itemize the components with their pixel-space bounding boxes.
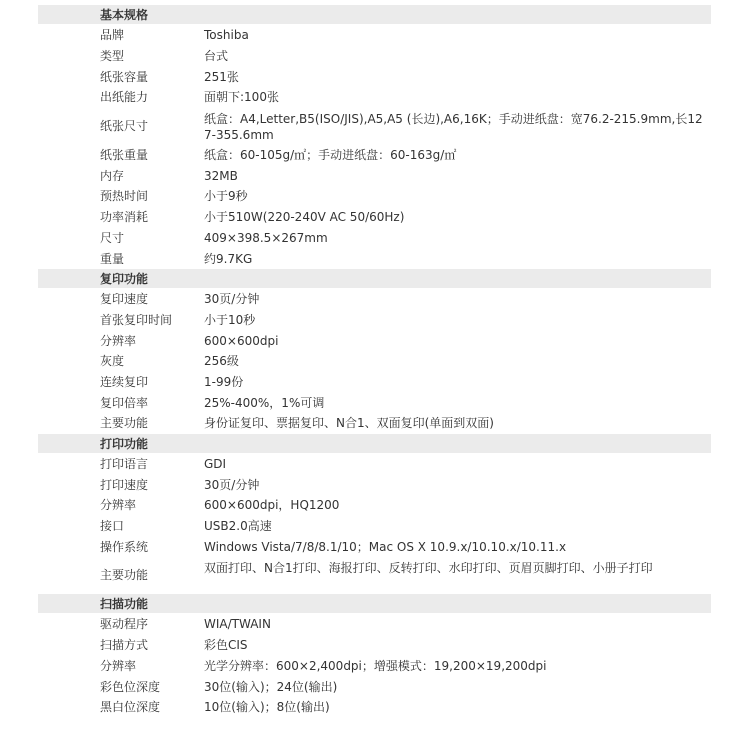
spec-value: 10位(输入)；8位(输出): [204, 700, 330, 715]
spec-row: [38, 454, 711, 475]
spec-value: 600×600dpi，HQ1200: [204, 498, 340, 513]
section-header: 复印功能: [38, 269, 711, 289]
spec-label: 纸张尺寸: [100, 118, 149, 133]
spec-row: [38, 495, 711, 516]
spec-row: [38, 474, 711, 495]
spec-label: 接口: [100, 519, 125, 534]
spec-value: 纸盒：A4,Letter,B5(ISO/JIS),A5,A5 (长边),A6,16K；手动进纸盘：宽76.2-215.9mm,长127-355.6mm: [204, 111, 703, 142]
spec-label: 主要功能: [100, 416, 149, 431]
spec-value: 彩色CIS: [204, 638, 248, 653]
spec-value: 台式: [204, 49, 229, 64]
spec-value: 身份证复印、票据复印、N合1、双面复印(单面到双面): [204, 416, 494, 431]
spec-label: 连续复印: [100, 374, 149, 389]
spec-table: [38, 5, 711, 718]
spec-value: 256级: [204, 354, 239, 369]
spec-label: 功率消耗: [100, 210, 149, 225]
spec-value: 30页/分钟: [204, 477, 260, 492]
spec-row: [38, 186, 711, 207]
spec-label: 尺寸: [100, 230, 125, 245]
spec-value: 1-99份: [204, 374, 244, 389]
spec-label: 灰度: [100, 354, 125, 369]
spec-value: 约9.7KG: [204, 251, 253, 266]
section-header: 扫描功能: [38, 594, 711, 614]
spec-row: [38, 289, 711, 310]
spec-value: 面朝下:100张: [204, 90, 279, 105]
spec-label: 分辨率: [100, 333, 137, 348]
spec-label: 打印速度: [100, 477, 149, 492]
spec-row: [38, 676, 711, 697]
spec-value: 30页/分钟: [204, 292, 260, 307]
spec-value: Toshiba: [204, 28, 249, 43]
spec-label: 打印语言: [100, 457, 149, 472]
spec-row: [38, 635, 711, 656]
spec-label: 复印倍率: [100, 395, 149, 410]
spec-row: [38, 516, 711, 537]
spec-row: [38, 372, 711, 393]
spec-value: 小于510W(220-240V AC 50/60Hz): [204, 210, 405, 225]
spec-label: 驱动程序: [100, 617, 149, 632]
spec-label: 主要功能: [100, 568, 149, 583]
section-header: 打印功能: [38, 434, 711, 454]
spec-label: 扫描方式: [100, 638, 149, 653]
spec-row: [38, 87, 711, 108]
spec-row: [38, 351, 711, 372]
spec-value: 251张: [204, 69, 239, 84]
spec-row: [38, 207, 711, 228]
spec-value: Windows Vista/7/8/8.1/10；Mac OS X 10.9.x/10.10.x/10.11.x: [204, 539, 567, 554]
spec-row: [38, 228, 711, 249]
spec-row: [38, 697, 711, 718]
spec-label: 纸张重量: [100, 148, 149, 163]
spec-value: 600×600dpi: [204, 333, 279, 348]
spec-label: 分辨率: [100, 658, 137, 673]
spec-value: 小于10秒: [204, 312, 256, 327]
spec-row: [38, 165, 711, 186]
spec-value: 纸盒：60-105g/㎡；手动进纸盘：60-163g/㎡: [204, 148, 457, 163]
spec-label: 纸张容量: [100, 69, 149, 84]
spec-row: [38, 656, 711, 677]
spec-value: WIA/TWAIN: [204, 617, 271, 632]
spec-value: 双面打印、N合1打印、海报打印、反转打印、水印打印、页眉页脚打印、小册子打印: [204, 561, 653, 576]
spec-row: [38, 108, 711, 145]
spec-value: USB2.0高速: [204, 519, 272, 534]
spec-label: 黑白位深度: [100, 700, 161, 715]
spec-row: [38, 310, 711, 331]
spec-row: [38, 145, 711, 166]
spec-row: [38, 248, 711, 269]
spec-value: GDI: [204, 457, 227, 472]
spec-value: 409×398.5×267mm: [204, 230, 328, 245]
spec-value: 32MB: [204, 168, 238, 183]
spec-label: 类型: [100, 49, 125, 64]
spec-row: [38, 557, 711, 594]
spec-value: 光学分辨率：600×2,400dpi；增强模式：19,200×19,200dpi: [204, 658, 547, 673]
spec-row: [38, 614, 711, 635]
spec-label: 操作系统: [100, 539, 149, 554]
spec-row: [38, 392, 711, 413]
spec-row: [38, 536, 711, 557]
spec-label: 分辨率: [100, 498, 137, 513]
spec-row: [38, 25, 711, 46]
spec-row: [38, 46, 711, 67]
spec-row: [38, 330, 711, 351]
spec-label: 重量: [100, 251, 125, 266]
spec-label: 内存: [100, 168, 125, 183]
spec-label: 首张复印时间: [100, 312, 173, 327]
spec-value: 30位(输入)；24位(输出): [204, 679, 338, 694]
spec-row: [38, 66, 711, 87]
spec-value: 小于9秒: [204, 189, 248, 204]
spec-value: 25%-400%，1%可调: [204, 395, 325, 410]
spec-label: 品牌: [100, 28, 125, 43]
spec-label: 出纸能力: [100, 90, 149, 105]
section-header: 基本规格: [38, 5, 711, 25]
spec-label: 复印速度: [100, 292, 149, 307]
spec-row: [38, 413, 711, 434]
spec-label: 预热时间: [100, 189, 149, 204]
spec-label: 彩色位深度: [100, 679, 161, 694]
